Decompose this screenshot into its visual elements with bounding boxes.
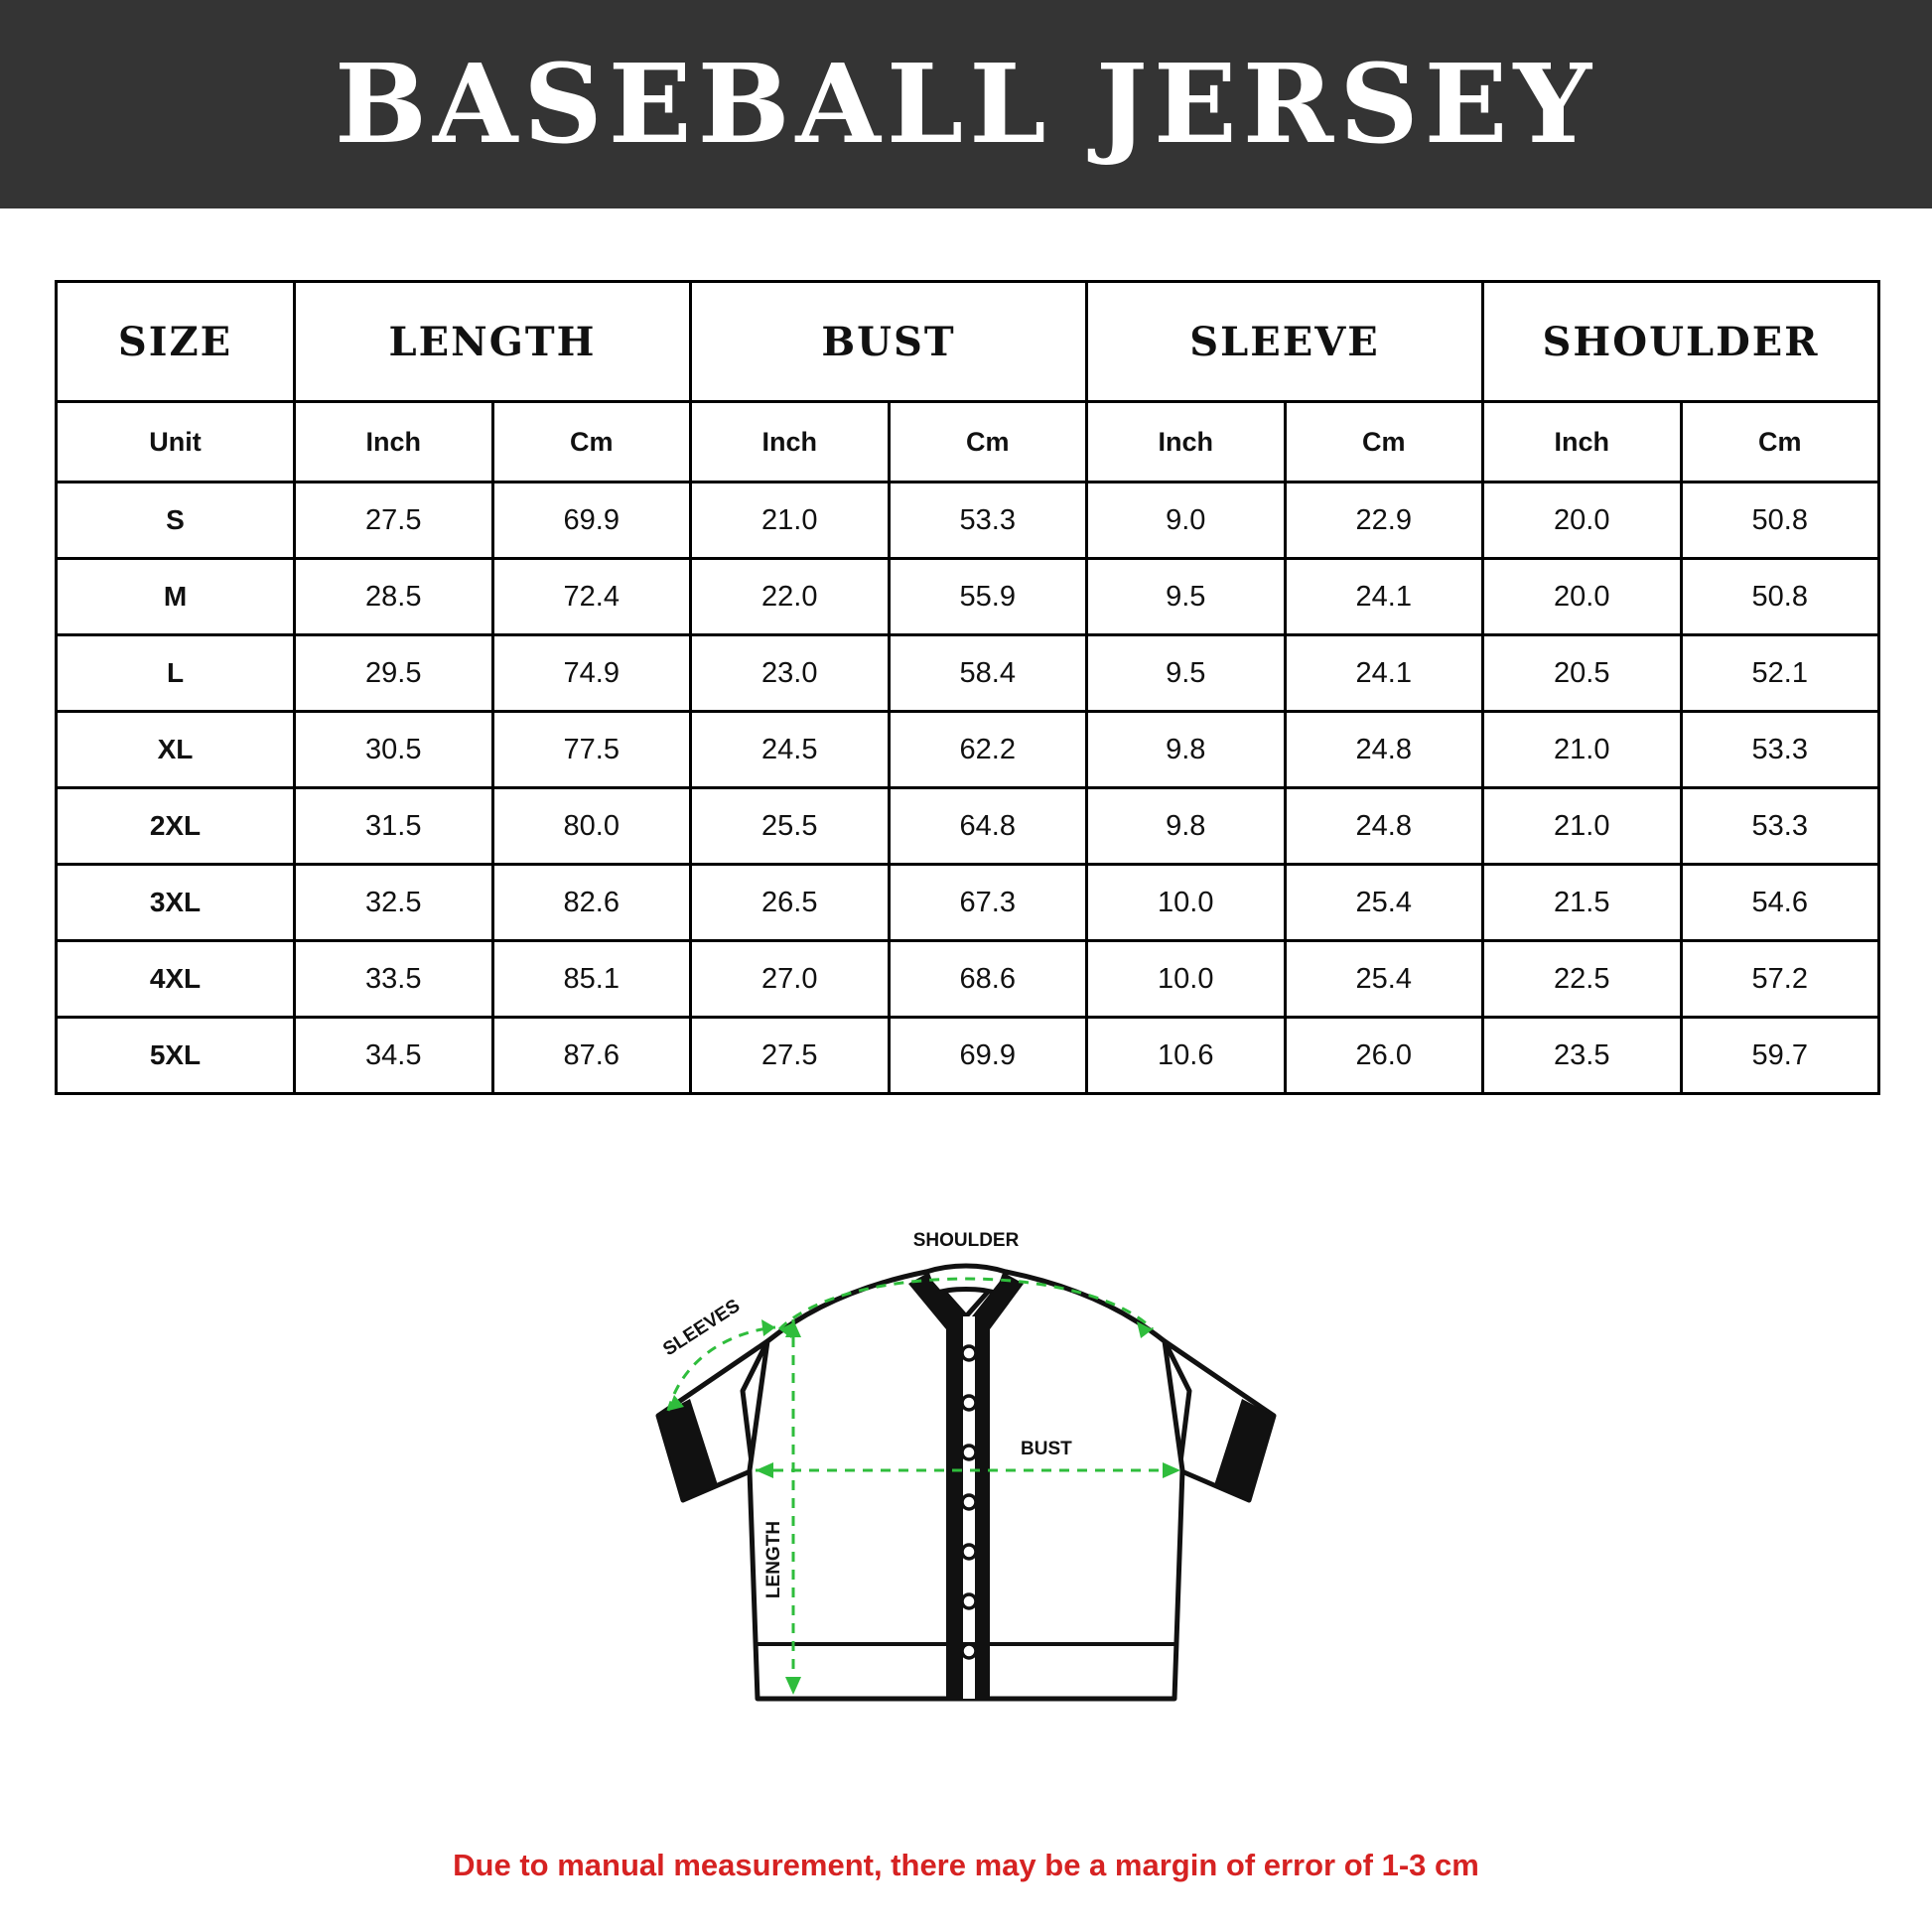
cell-length-cm: 74.9 bbox=[492, 635, 691, 712]
cell-sleeve-cm: 22.9 bbox=[1285, 483, 1483, 559]
table-unit-header-row bbox=[57, 402, 1879, 483]
cell-shoulder-inch: 20.5 bbox=[1483, 635, 1682, 712]
unit-sleeve-inch: Inch bbox=[1087, 402, 1286, 483]
measurement-note: Due to manual measurement, there may be a margin of error of 1-3 cm bbox=[453, 1848, 1479, 1882]
cell-length-cm: 72.4 bbox=[492, 559, 691, 635]
cell-sleeve-cm: 25.4 bbox=[1285, 941, 1483, 1018]
column-header-size: SIZE bbox=[57, 282, 295, 402]
table-row bbox=[57, 635, 1879, 712]
table-row bbox=[57, 788, 1879, 865]
cell-length-inch: 32.5 bbox=[295, 865, 493, 941]
size-chart-section bbox=[0, 208, 1932, 1095]
cell-sleeve-inch: 9.5 bbox=[1087, 635, 1286, 712]
cell-length-inch: 29.5 bbox=[295, 635, 493, 712]
unit-label: Unit bbox=[57, 402, 295, 483]
cell-shoulder-cm: 59.7 bbox=[1681, 1018, 1879, 1094]
column-header-bust: BUST bbox=[691, 282, 1087, 402]
cell-size: S bbox=[57, 483, 295, 559]
cell-length-cm: 77.5 bbox=[492, 712, 691, 788]
cell-shoulder-cm: 50.8 bbox=[1681, 559, 1879, 635]
cell-bust-cm: 69.9 bbox=[889, 1018, 1087, 1094]
table-row bbox=[57, 941, 1879, 1018]
cell-size: 3XL bbox=[57, 865, 295, 941]
button-icon bbox=[962, 1446, 976, 1459]
button-icon bbox=[962, 1495, 976, 1509]
cell-sleeve-cm: 24.1 bbox=[1285, 559, 1483, 635]
cell-bust-cm: 67.3 bbox=[889, 865, 1087, 941]
cell-length-cm: 82.6 bbox=[492, 865, 691, 941]
cell-length-inch: 33.5 bbox=[295, 941, 493, 1018]
table-row bbox=[57, 712, 1879, 788]
table-row bbox=[57, 559, 1879, 635]
measurement-diagram-section bbox=[0, 1143, 1932, 1838]
jersey-measurement-diagram bbox=[519, 1143, 1413, 1798]
cell-length-inch: 27.5 bbox=[295, 483, 493, 559]
cell-bust-cm: 58.4 bbox=[889, 635, 1087, 712]
cell-bust-inch: 27.5 bbox=[691, 1018, 890, 1094]
cell-size: 5XL bbox=[57, 1018, 295, 1094]
unit-length-cm: Cm bbox=[492, 402, 691, 483]
cell-sleeve-inch: 9.8 bbox=[1087, 712, 1286, 788]
cell-shoulder-inch: 21.5 bbox=[1483, 865, 1682, 941]
cell-shoulder-cm: 57.2 bbox=[1681, 941, 1879, 1018]
column-header-shoulder: SHOULDER bbox=[1483, 282, 1879, 402]
label-length: LENGTH bbox=[763, 1520, 784, 1599]
button-icon bbox=[962, 1396, 976, 1410]
cell-length-cm: 80.0 bbox=[492, 788, 691, 865]
page-title: BASEBALL JERSEY bbox=[334, 40, 1598, 168]
column-header-length: LENGTH bbox=[295, 282, 691, 402]
cell-sleeve-cm: 24.1 bbox=[1285, 635, 1483, 712]
cell-shoulder-cm: 50.8 bbox=[1681, 483, 1879, 559]
table-group-header-row bbox=[57, 282, 1879, 402]
cell-bust-inch: 26.5 bbox=[691, 865, 890, 941]
cell-length-inch: 28.5 bbox=[295, 559, 493, 635]
cell-shoulder-cm: 54.6 bbox=[1681, 865, 1879, 941]
cell-sleeve-cm: 24.8 bbox=[1285, 788, 1483, 865]
cell-sleeve-cm: 24.8 bbox=[1285, 712, 1483, 788]
label-shoulder: SHOULDER bbox=[912, 1230, 1020, 1251]
cell-sleeve-cm: 25.4 bbox=[1285, 865, 1483, 941]
cell-size: M bbox=[57, 559, 295, 635]
button-icon bbox=[962, 1545, 976, 1559]
cell-bust-inch: 25.5 bbox=[691, 788, 890, 865]
cell-shoulder-cm: 53.3 bbox=[1681, 788, 1879, 865]
cell-bust-cm: 68.6 bbox=[889, 941, 1087, 1018]
cell-length-inch: 30.5 bbox=[295, 712, 493, 788]
button-icon bbox=[962, 1594, 976, 1608]
cell-bust-inch: 22.0 bbox=[691, 559, 890, 635]
table-row bbox=[57, 483, 1879, 559]
cell-sleeve-inch: 10.6 bbox=[1087, 1018, 1286, 1094]
header-banner bbox=[0, 0, 1932, 208]
unit-bust-cm: Cm bbox=[889, 402, 1087, 483]
table-row bbox=[57, 1018, 1879, 1094]
cell-length-cm: 69.9 bbox=[492, 483, 691, 559]
cell-bust-cm: 55.9 bbox=[889, 559, 1087, 635]
cell-bust-cm: 53.3 bbox=[889, 483, 1087, 559]
cell-sleeve-inch: 10.0 bbox=[1087, 865, 1286, 941]
size-chart-table bbox=[55, 280, 1880, 1095]
cell-bust-inch: 24.5 bbox=[691, 712, 890, 788]
cell-shoulder-inch: 21.0 bbox=[1483, 788, 1682, 865]
cell-bust-inch: 27.0 bbox=[691, 941, 890, 1018]
cell-size: L bbox=[57, 635, 295, 712]
cell-shoulder-inch: 23.5 bbox=[1483, 1018, 1682, 1094]
cell-shoulder-cm: 53.3 bbox=[1681, 712, 1879, 788]
cell-size: 4XL bbox=[57, 941, 295, 1018]
cell-shoulder-cm: 52.1 bbox=[1681, 635, 1879, 712]
cell-length-cm: 87.6 bbox=[492, 1018, 691, 1094]
cell-shoulder-inch: 22.5 bbox=[1483, 941, 1682, 1018]
label-sleeves: SLEEVES bbox=[659, 1295, 745, 1361]
cell-shoulder-inch: 21.0 bbox=[1483, 712, 1682, 788]
cell-shoulder-inch: 20.0 bbox=[1483, 483, 1682, 559]
unit-shoulder-cm: Cm bbox=[1681, 402, 1879, 483]
unit-sleeve-cm: Cm bbox=[1285, 402, 1483, 483]
cell-size: 2XL bbox=[57, 788, 295, 865]
cell-bust-inch: 23.0 bbox=[691, 635, 890, 712]
cell-sleeve-inch: 10.0 bbox=[1087, 941, 1286, 1018]
cell-size: XL bbox=[57, 712, 295, 788]
cell-sleeve-inch: 9.8 bbox=[1087, 788, 1286, 865]
cell-sleeve-inch: 9.0 bbox=[1087, 483, 1286, 559]
button-icon bbox=[962, 1644, 976, 1658]
cell-length-cm: 85.1 bbox=[492, 941, 691, 1018]
unit-bust-inch: Inch bbox=[691, 402, 890, 483]
cell-length-inch: 31.5 bbox=[295, 788, 493, 865]
cell-bust-cm: 62.2 bbox=[889, 712, 1087, 788]
cell-length-inch: 34.5 bbox=[295, 1018, 493, 1094]
table-row bbox=[57, 865, 1879, 941]
cell-shoulder-inch: 20.0 bbox=[1483, 559, 1682, 635]
cell-sleeve-cm: 26.0 bbox=[1285, 1018, 1483, 1094]
button-icon bbox=[962, 1346, 976, 1360]
label-bust: BUST bbox=[1021, 1439, 1072, 1459]
unit-length-inch: Inch bbox=[295, 402, 493, 483]
unit-shoulder-inch: Inch bbox=[1483, 402, 1682, 483]
cell-bust-inch: 21.0 bbox=[691, 483, 890, 559]
cell-bust-cm: 64.8 bbox=[889, 788, 1087, 865]
cell-sleeve-inch: 9.5 bbox=[1087, 559, 1286, 635]
column-header-sleeve: SLEEVE bbox=[1087, 282, 1483, 402]
